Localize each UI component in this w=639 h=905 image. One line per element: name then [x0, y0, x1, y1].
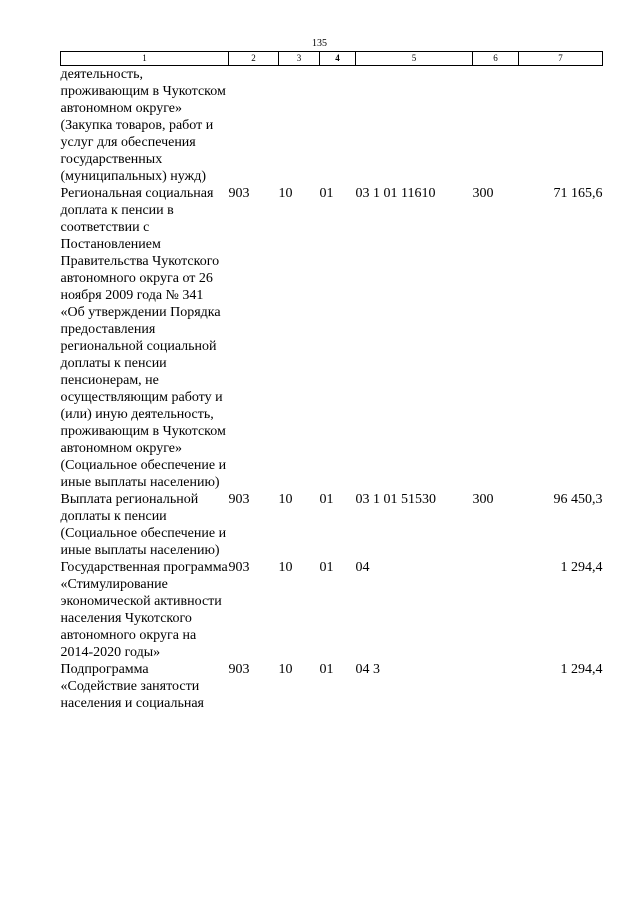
- row-subsection: [320, 66, 356, 186]
- column-header-2: 2: [229, 52, 279, 66]
- row-amount: [519, 66, 603, 186]
- row-amount: 1 294,4: [560, 662, 603, 677]
- row-target-article: [356, 66, 473, 186]
- row-subsection: 01: [319, 662, 334, 677]
- row-grbs: 903: [228, 560, 250, 575]
- column-header-6: 6: [473, 52, 519, 66]
- column-header-1: 1: [61, 52, 229, 66]
- row-subsection: 01: [319, 186, 334, 201]
- column-header-4: 4: [320, 52, 356, 66]
- row-expense-type: 300: [472, 492, 494, 507]
- table-row: [61, 185, 603, 491]
- row-amount: 1 294,4: [560, 560, 603, 575]
- row-target-article: 04: [355, 560, 370, 575]
- table-row: [61, 491, 603, 559]
- row-expense-type: 300: [472, 186, 494, 201]
- row-grbs: 903: [228, 492, 250, 507]
- row-subsection: 01: [319, 492, 334, 507]
- row-name: деятельность, проживающим в Чукотском автономном округе» (Закупка товаров, работ и услуг для обеспечения государственных (муниципальных) нужд): [60, 67, 226, 184]
- row-subsection: 01: [319, 560, 334, 575]
- row-name: Государственная программа «Стимулирование экономической активности населения Чукотского автономного округа на 2014-2020 годы»: [60, 560, 228, 660]
- row-section: 10: [278, 662, 293, 677]
- table-row: [61, 661, 603, 712]
- row-expense-type: [473, 661, 519, 712]
- table-row: [61, 559, 603, 661]
- row-name: Региональная социальная доплата к пенсии в соответствии с Постановлением Правительства Чукотского автономного округа от 26 ноября 2009 года № 341 «Об утверждении Порядка предоставления региональной социальной доплаты к пенсии пенсионерам, не осуществляющим работу и (или) иную деятельность, проживающим в Чукотском автономном округе» (Социальное обеспечение и иные выплаты населению): [60, 186, 227, 490]
- row-target-article: 03 1 01 51530: [355, 492, 436, 507]
- row-name: Подпрограмма «Содействие занятости населения и социальная: [60, 662, 204, 711]
- row-expense-type: [473, 66, 519, 186]
- row-section: [279, 66, 320, 186]
- row-section: 10: [278, 492, 293, 507]
- row-expense-type: [473, 559, 519, 661]
- budget-table: [60, 51, 603, 712]
- row-amount: 71 165,6: [553, 186, 603, 201]
- row-target-article: 04 3: [355, 662, 380, 677]
- column-header-3: 3: [279, 52, 320, 66]
- column-number-header: [61, 52, 603, 66]
- column-header-5: 5: [356, 52, 473, 66]
- row-target-article: 03 1 01 11610: [355, 186, 436, 201]
- row-name: Выплата региональной доплаты к пенсии (Социальное обеспечение и иные выплаты населению): [60, 492, 227, 558]
- column-header-7: 7: [519, 52, 603, 66]
- row-section: 10: [278, 560, 293, 575]
- row-amount: 96 450,3: [553, 492, 603, 507]
- row-section: 10: [278, 186, 293, 201]
- row-grbs: [229, 66, 279, 186]
- page-number: 135: [312, 38, 327, 49]
- row-grbs: 903: [228, 186, 250, 201]
- table-row: [61, 66, 603, 186]
- row-grbs: 903: [228, 662, 250, 677]
